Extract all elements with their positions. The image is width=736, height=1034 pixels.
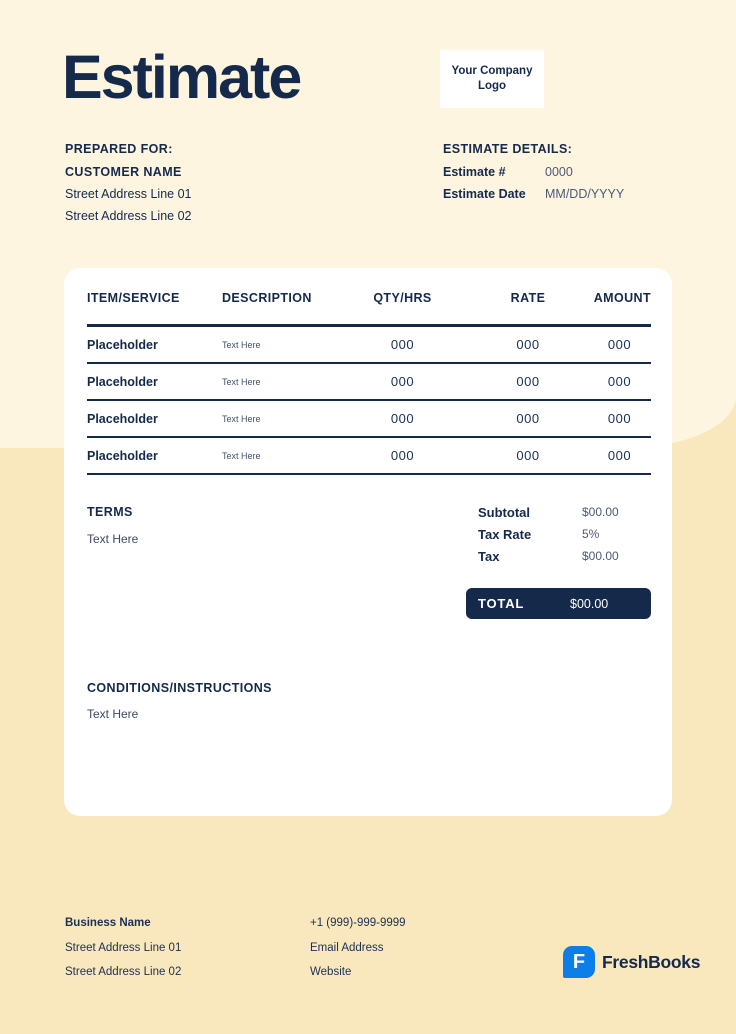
column-header-qty: QTY/HRS bbox=[373, 291, 432, 305]
subtotal-label: Subtotal bbox=[478, 505, 530, 520]
item-amount: 000 bbox=[607, 374, 632, 389]
item-rate: 000 bbox=[516, 337, 540, 352]
footer-address-line1: Street Address Line 01 bbox=[65, 942, 182, 954]
item-rate: 000 bbox=[516, 411, 540, 426]
footer-phone: +1 (999)-999-9999 bbox=[310, 917, 406, 929]
item-name: Placeholder bbox=[87, 374, 158, 389]
column-header-rate: RATE bbox=[510, 291, 546, 305]
estimate-number-row bbox=[443, 165, 573, 179]
subtotal-row bbox=[478, 505, 619, 520]
table-row bbox=[87, 401, 651, 438]
item-rate: 000 bbox=[516, 374, 540, 389]
item-amount: 000 bbox=[607, 448, 632, 463]
column-header-description: DESCRIPTION bbox=[222, 291, 312, 305]
customer-address-line2: Street Address Line 02 bbox=[65, 209, 192, 223]
estimate-date-value: MM/DD/YYYY bbox=[545, 187, 625, 201]
line-items-table bbox=[87, 268, 651, 475]
item-qty: 000 bbox=[390, 411, 415, 426]
freshbooks-logo bbox=[563, 946, 700, 978]
conditions-heading: CONDITIONS/INSTRUCTIONS bbox=[87, 681, 272, 695]
item-description: Text Here bbox=[222, 339, 261, 350]
estimate-card bbox=[64, 268, 672, 816]
terms-heading: TERMS bbox=[87, 505, 133, 519]
tax-rate-row bbox=[478, 527, 599, 542]
total-label: TOTAL bbox=[478, 596, 525, 611]
item-description: Text Here bbox=[222, 450, 261, 461]
item-name: Placeholder bbox=[87, 337, 158, 352]
item-description: Text Here bbox=[222, 376, 261, 387]
estimate-date-row bbox=[443, 187, 624, 201]
customer-name: CUSTOMER NAME bbox=[65, 165, 182, 179]
item-name: Placeholder bbox=[87, 411, 158, 426]
table-header-row bbox=[87, 291, 651, 305]
freshbooks-wordmark: FreshBooks bbox=[602, 951, 701, 972]
item-amount: 000 bbox=[607, 411, 632, 426]
table-row bbox=[87, 327, 651, 364]
estimate-date-label: Estimate Date bbox=[443, 187, 526, 201]
item-qty: 000 bbox=[390, 337, 415, 352]
footer-website: Website bbox=[310, 966, 352, 978]
item-rate: 000 bbox=[516, 448, 540, 463]
subtotal-value: $00.00 bbox=[582, 505, 619, 519]
item-qty: 000 bbox=[390, 448, 415, 463]
table-row bbox=[87, 364, 651, 401]
company-logo-placeholder bbox=[440, 50, 544, 108]
terms-text: Text Here bbox=[87, 532, 139, 546]
item-qty: 000 bbox=[390, 374, 415, 389]
item-description: Text Here bbox=[222, 413, 261, 424]
footer-business-name: Business Name bbox=[65, 917, 151, 929]
tax-label: Tax bbox=[478, 549, 500, 564]
tax-rate-label: Tax Rate bbox=[478, 527, 532, 542]
column-header-item: ITEM/SERVICE bbox=[87, 291, 180, 305]
tax-value: $00.00 bbox=[582, 549, 619, 563]
freshbooks-f-icon bbox=[563, 946, 595, 978]
tax-row bbox=[478, 549, 619, 564]
item-name: Placeholder bbox=[87, 448, 158, 463]
total-value: $00.00 bbox=[570, 596, 609, 611]
freshbooks-f-letter: F bbox=[572, 950, 586, 973]
table-row bbox=[87, 438, 651, 475]
tax-rate-value: 5% bbox=[582, 527, 600, 541]
estimate-number-value: 0000 bbox=[545, 165, 573, 179]
item-amount: 000 bbox=[607, 337, 632, 352]
prepared-for-heading: PREPARED FOR: bbox=[65, 142, 173, 156]
estimate-number-label: Estimate # bbox=[443, 165, 506, 179]
column-header-amount: AMOUNT bbox=[593, 291, 651, 305]
footer-address-line2: Street Address Line 02 bbox=[65, 966, 182, 978]
customer-address-line1: Street Address Line 01 bbox=[65, 187, 192, 201]
total-box bbox=[466, 588, 651, 619]
page-title: Estimate bbox=[62, 43, 301, 111]
conditions-text: Text Here bbox=[87, 707, 139, 721]
footer-email: Email Address bbox=[310, 942, 384, 954]
estimate-details-heading: ESTIMATE DETAILS: bbox=[443, 142, 573, 156]
company-logo-text: Your Company Logo bbox=[451, 65, 533, 92]
